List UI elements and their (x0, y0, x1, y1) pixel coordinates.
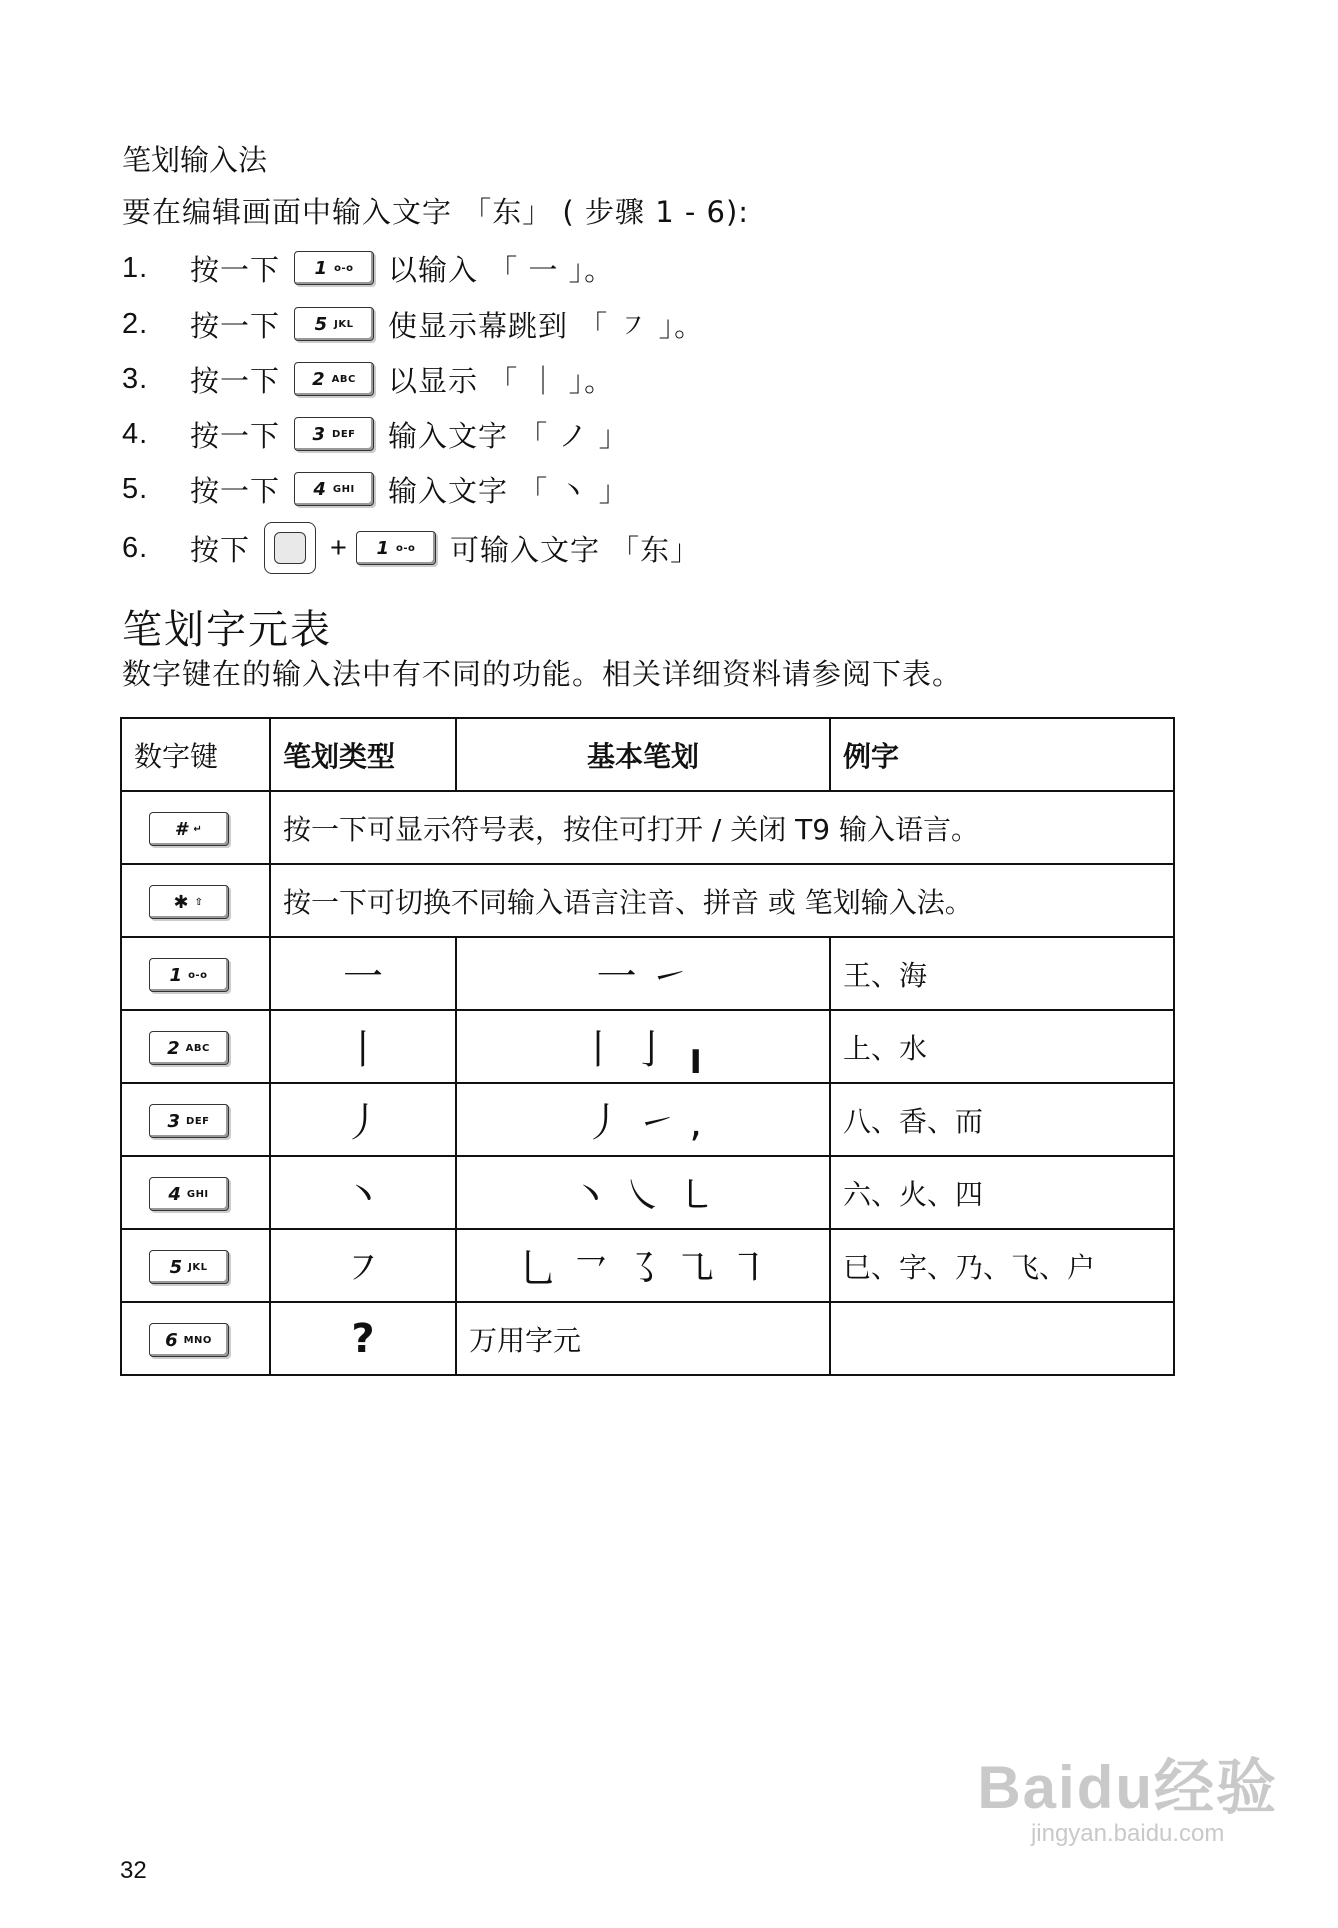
nav-key-icon (264, 522, 316, 574)
step-after: 使显示幕跳到 「 ㇇ 」。 (388, 308, 705, 343)
example-cell: 王、海 (830, 937, 1174, 1010)
basic-stroke-cell: 一 ㇀ (456, 937, 830, 1010)
table-header-row (121, 718, 1174, 791)
section-title: 笔划输入法 (122, 143, 268, 177)
key-hash-icon: # ↵ (149, 812, 229, 846)
step-number: 1. (122, 251, 149, 284)
step-before: 按一下 (190, 418, 281, 453)
key-2-icon: 2 ABC (294, 362, 374, 396)
step-before: 按一下 (190, 473, 281, 508)
watermark-url: jingyan.baidu.com (1030, 1820, 1225, 1847)
step-after: 输入文字 「 丶 」 (388, 473, 629, 508)
step-number: 2. (122, 307, 149, 340)
key-4-icon: 4 GHI (294, 472, 374, 506)
intro-text: 要在编辑画面中输入文字 「东」 ( 步骤 1 - 6): (122, 195, 750, 229)
stroke-type-cell: 丶 (270, 1156, 456, 1229)
stroke-table (120, 717, 1175, 1376)
table-cell: 按一下可切换不同输入语言注音、拼音 或 笔划输入法。 (270, 864, 1174, 937)
key-star-icon: ✱ ⇧ (149, 885, 229, 919)
step-after: 输入文字 「 ノ 」 (388, 418, 629, 453)
table-row (121, 791, 1174, 864)
basic-stroke-cell: 丨 亅 ╻ (456, 1010, 830, 1083)
header-cell: 例字 (830, 718, 1174, 791)
key-2-icon: 2 ABC (149, 1031, 229, 1065)
basic-stroke-cell: 丶 ㇏ ㇄ (456, 1156, 830, 1229)
step-before: 按一下 (190, 363, 281, 398)
step-1 (122, 244, 614, 292)
header-cell: 笔划类型 (270, 718, 456, 791)
key-5-icon: 5 JKL (294, 307, 374, 341)
step-before: 按下 (190, 532, 251, 567)
step-4 (122, 410, 629, 458)
example-cell: 已、字、乃、飞、户 (830, 1229, 1174, 1302)
step-2 (122, 300, 704, 348)
key-3-icon: 3 DEF (149, 1104, 229, 1138)
step-6 (122, 524, 700, 572)
step-after: 可输入文字 「东」 (449, 532, 701, 567)
key-1-icon: 1 o-o (294, 251, 374, 285)
step-after: 以显示 「 ｜ 」。 (388, 363, 615, 398)
watermark (977, 1740, 1278, 1848)
basic-stroke-cell: 丿 ㇀ , (456, 1083, 830, 1156)
stroke-type-cell: 丿 (270, 1083, 456, 1156)
table-row (121, 864, 1174, 937)
step-number: 5. (122, 472, 149, 505)
step-number: 3. (122, 362, 149, 395)
example-cell: 上、水 (830, 1010, 1174, 1083)
table-row (121, 1156, 1174, 1229)
example-cell: 八、香、而 (830, 1083, 1174, 1156)
stroke-type-cell: 一 (270, 937, 456, 1010)
key-4-icon: 4 GHI (149, 1177, 229, 1211)
key-1-icon: 1 o-o (149, 958, 229, 992)
stroke-type-cell: ㇇ (270, 1229, 456, 1302)
key-5-icon: 5 JKL (149, 1250, 229, 1284)
key-6-icon: 6 MNO (149, 1323, 229, 1357)
header-cell: 数字键 (121, 718, 270, 791)
basic-stroke-cell: 万用字元 (456, 1302, 830, 1375)
table-row (121, 1010, 1174, 1083)
step-3 (122, 355, 614, 403)
step-before: 按一下 (190, 308, 281, 343)
step-before: 按一下 (190, 252, 281, 287)
table-row (121, 1083, 1174, 1156)
step-5 (122, 465, 629, 513)
example-cell: 六、火、四 (830, 1156, 1174, 1229)
table-row (121, 937, 1174, 1010)
basic-stroke-cell: 乚 ㇖ ㇌ ㇈ ㇕ (456, 1229, 830, 1302)
table-row (121, 1302, 1174, 1375)
example-cell (830, 1302, 1174, 1375)
table-description: 数字键在的输入法中有不同的功能。相关详细资料请参阅下表。 (122, 657, 963, 691)
key-1-icon: 1 o-o (356, 531, 436, 565)
stroke-type-cell: ? (270, 1302, 456, 1375)
table-title: 笔划字元表 (122, 607, 332, 653)
watermark-logo: Baidu经验 (977, 1754, 1278, 1821)
header-cell: 基本笔划 (456, 718, 830, 791)
step-number: 4. (122, 417, 149, 450)
step-number: 6. (122, 531, 149, 564)
plus-sign: + (330, 531, 348, 564)
key-3-icon: 3 DEF (294, 417, 374, 451)
table-cell: 按一下可显示符号表，按住可打开 / 关闭 T9 输入语言。 (270, 791, 1174, 864)
stroke-type-cell: 丨 (270, 1010, 456, 1083)
page-number: 32 (120, 1857, 147, 1884)
table-row (121, 1229, 1174, 1302)
step-after: 以输入 「 一 」。 (388, 252, 615, 287)
